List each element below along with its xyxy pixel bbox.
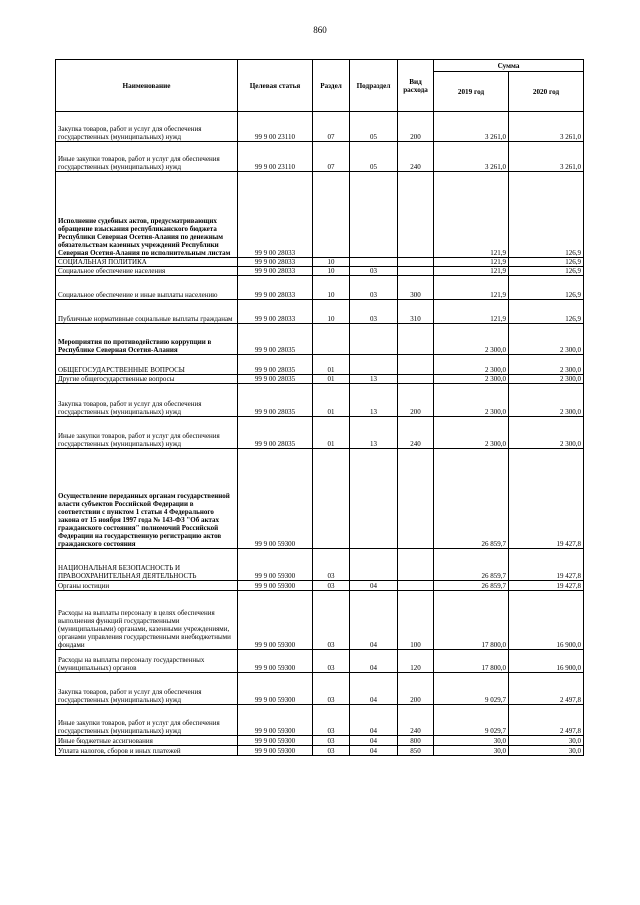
row-sum-2019-cell: 3 261,0 [434, 142, 509, 172]
row-target-article-cell: 99 9 00 59300 [238, 581, 313, 591]
row-subsection-cell [350, 172, 398, 258]
row-section-cell: 01 [313, 384, 350, 417]
row-section-cell: 01 [313, 417, 350, 449]
row-expense-type-cell: 120 [398, 650, 434, 673]
row-section-cell: 03 [313, 746, 350, 756]
row-name-cell: Иные закупки товаров, работ и услуг для обеспечения государственных (муниципальных) нужд [56, 417, 238, 449]
row-sum-2019-cell: 9 029,7 [434, 673, 509, 705]
row-name-cell: Расходы на выплаты персоналу в целях обеспечения выполнения функций государственными (муниципальными) органами, казенными учреждениями, органами управления государственными внебюджетными фондами [56, 591, 238, 650]
row-subsection-cell: 05 [350, 112, 398, 142]
row-sum-2019-cell: 2 300,0 [434, 324, 509, 355]
header-name: Наименование [56, 60, 238, 112]
row-target-article-cell: 99 9 00 59300 [238, 449, 313, 549]
row-subsection-cell: 04 [350, 746, 398, 756]
row-expense-type-cell [398, 258, 434, 267]
row-expense-type-cell [398, 375, 434, 384]
row-sum-2019-cell: 2 300,0 [434, 417, 509, 449]
budget-table [55, 59, 584, 756]
header-subsection: Подраздел [350, 60, 398, 112]
row-target-article-cell: 99 9 00 59300 [238, 650, 313, 673]
row-sum-2020-cell: 2 300,0 [509, 375, 584, 384]
row-sum-2020-cell: 3 261,0 [509, 112, 584, 142]
row-expense-type-cell [398, 172, 434, 258]
row-sum-2020-cell: 2 300,0 [509, 324, 584, 355]
row-section-cell: 10 [313, 267, 350, 276]
row-target-article-cell: 99 9 00 28033 [238, 267, 313, 276]
row-section-cell: 03 [313, 705, 350, 736]
row-target-article-cell: 99 9 00 28033 [238, 300, 313, 324]
row-name-cell: Иные закупки товаров, работ и услуг для обеспечения государственных (муниципальных) нужд [56, 142, 238, 172]
header-target-article: Целевая статья [238, 60, 313, 112]
row-expense-type-cell: 200 [398, 384, 434, 417]
row-section-cell [313, 172, 350, 258]
row-target-article-cell: 99 9 00 28033 [238, 172, 313, 258]
row-section-cell: 01 [313, 355, 350, 375]
row-section-cell: 10 [313, 300, 350, 324]
row-subsection-cell [350, 449, 398, 549]
row-sum-2020-cell: 126,9 [509, 267, 584, 276]
header-year-2020: 2020 год [509, 72, 584, 112]
table-body [56, 112, 584, 756]
row-target-article-cell: 99 9 00 28035 [238, 375, 313, 384]
row-expense-type-cell: 240 [398, 142, 434, 172]
table-row [56, 375, 584, 384]
row-target-article-cell: 99 9 00 59300 [238, 736, 313, 746]
row-sum-2019-cell: 121,9 [434, 276, 509, 300]
table-row [56, 324, 584, 355]
table-row [56, 172, 584, 258]
row-name-cell: Социальное обеспечение и иные выплаты населению [56, 276, 238, 300]
row-name-cell: Закупка товаров, работ и услуг для обеспечения государственных (муниципальных) нужд [56, 384, 238, 417]
row-sum-2020-cell: 19 427,8 [509, 581, 584, 591]
row-name-cell: ОБЩЕГОСУДАРСТВЕННЫЕ ВОПРОСЫ [56, 355, 238, 375]
row-section-cell [313, 324, 350, 355]
row-target-article-cell: 99 9 00 59300 [238, 705, 313, 736]
row-expense-type-cell: 100 [398, 591, 434, 650]
row-sum-2019-cell: 17 800,0 [434, 650, 509, 673]
table-row [56, 581, 584, 591]
row-sum-2020-cell: 126,9 [509, 172, 584, 258]
row-expense-type-cell: 300 [398, 276, 434, 300]
table-row [56, 300, 584, 324]
row-subsection-cell: 04 [350, 650, 398, 673]
row-name-cell: Закупка товаров, работ и услуг для обеспечения государственных (муниципальных) нужд [56, 673, 238, 705]
row-name-cell: Исполнение судебных актов, предусматривающих обращение взыскания республиканского бюджета Республики Северная Осетия-Алания по денежным обязательствам казенных учреждений Республики Северная Осетия-Алания по исполнительным листам [56, 172, 238, 258]
row-sum-2020-cell: 30,0 [509, 736, 584, 746]
table-row [56, 549, 584, 581]
table-row [56, 355, 584, 375]
row-section-cell: 10 [313, 276, 350, 300]
row-expense-type-cell [398, 324, 434, 355]
row-sum-2020-cell: 126,9 [509, 300, 584, 324]
header-year-2019: 2019 год [434, 72, 509, 112]
row-section-cell: 03 [313, 581, 350, 591]
row-sum-2020-cell: 16 900,0 [509, 650, 584, 673]
table-row [56, 276, 584, 300]
header-sum: Сумма [434, 60, 584, 72]
row-section-cell: 03 [313, 650, 350, 673]
row-name-cell: Мероприятия по противодействию коррупции в Республике Северная Осетия-Алания [56, 324, 238, 355]
row-target-article-cell: 99 9 00 59300 [238, 746, 313, 756]
row-subsection-cell: 04 [350, 673, 398, 705]
row-sum-2019-cell: 121,9 [434, 300, 509, 324]
row-section-cell: 03 [313, 736, 350, 746]
row-sum-2019-cell: 26 859,7 [434, 581, 509, 591]
row-sum-2019-cell: 2 300,0 [434, 355, 509, 375]
row-name-cell: Органы юстиции [56, 581, 238, 591]
table-row [56, 142, 584, 172]
row-section-cell: 07 [313, 112, 350, 142]
row-subsection-cell: 13 [350, 417, 398, 449]
row-section-cell [313, 449, 350, 549]
row-expense-type-cell: 850 [398, 746, 434, 756]
row-name-cell: Уплата налогов, сборов и иных платежей [56, 746, 238, 756]
row-sum-2020-cell: 19 427,8 [509, 449, 584, 549]
table-row [56, 650, 584, 673]
row-target-article-cell: 99 9 00 59300 [238, 673, 313, 705]
row-subsection-cell: 03 [350, 300, 398, 324]
header-section: Раздел [313, 60, 350, 112]
row-section-cell: 07 [313, 142, 350, 172]
row-target-article-cell: 99 9 00 28033 [238, 276, 313, 300]
row-name-cell: Осуществление переданных органам государственной власти субъектов Российской Федерации в соответствии с пунктом 1 статьи 4 Федерального закона от 15 ноября 1997 года № 143-ФЗ "Об актах гражданского состояния" полномочий Российской Федерации на государственную регистрацию актов гражданского состояния [56, 449, 238, 549]
row-sum-2019-cell: 26 859,7 [434, 549, 509, 581]
row-name-cell: Иные закупки товаров, работ и услуг для обеспечения государственных (муниципальных) нужд [56, 705, 238, 736]
row-section-cell: 03 [313, 549, 350, 581]
row-subsection-cell: 13 [350, 375, 398, 384]
row-subsection-cell: 13 [350, 384, 398, 417]
row-subsection-cell: 03 [350, 267, 398, 276]
table-row [56, 258, 584, 267]
row-name-cell: Закупка товаров, работ и услуг для обеспечения государственных (муниципальных) нужд [56, 112, 238, 142]
row-sum-2020-cell: 2 497,8 [509, 705, 584, 736]
row-expense-type-cell: 240 [398, 417, 434, 449]
row-sum-2019-cell: 3 261,0 [434, 112, 509, 142]
row-sum-2020-cell: 2 300,0 [509, 355, 584, 375]
row-target-article-cell: 99 9 00 23110 [238, 142, 313, 172]
table-row [56, 449, 584, 549]
row-name-cell: НАЦИОНАЛЬНАЯ БЕЗОПАСНОСТЬ И ПРАВООХРАНИТЕЛЬНАЯ ДЕЯТЕЛЬНОСТЬ [56, 549, 238, 581]
row-sum-2019-cell: 30,0 [434, 736, 509, 746]
page-number: 860 [313, 25, 327, 35]
row-subsection-cell [350, 324, 398, 355]
row-name-cell: Иные бюджетные ассигнования [56, 736, 238, 746]
row-expense-type-cell: 200 [398, 112, 434, 142]
row-name-cell: Социальное обеспечение населения [56, 267, 238, 276]
row-section-cell: 10 [313, 258, 350, 267]
row-sum-2019-cell: 121,9 [434, 172, 509, 258]
table-row [56, 417, 584, 449]
row-name-cell: СОЦИАЛЬНАЯ ПОЛИТИКА [56, 258, 238, 267]
row-name-cell: Другие общегосударственные вопросы [56, 375, 238, 384]
row-sum-2019-cell: 26 859,7 [434, 449, 509, 549]
row-sum-2020-cell: 2 300,0 [509, 384, 584, 417]
row-expense-type-cell: 310 [398, 300, 434, 324]
row-section-cell: 01 [313, 375, 350, 384]
table-row [56, 112, 584, 142]
row-name-cell: Публичные нормативные социальные выплаты гражданам [56, 300, 238, 324]
table-row [56, 591, 584, 650]
table-row [56, 267, 584, 276]
row-sum-2019-cell: 121,9 [434, 267, 509, 276]
row-expense-type-cell: 800 [398, 736, 434, 746]
row-sum-2020-cell: 16 900,0 [509, 591, 584, 650]
table-row [56, 736, 584, 746]
row-target-article-cell: 99 9 00 28035 [238, 417, 313, 449]
row-target-article-cell: 99 9 00 59300 [238, 549, 313, 581]
row-subsection-cell: 05 [350, 142, 398, 172]
row-expense-type-cell: 200 [398, 673, 434, 705]
row-target-article-cell: 99 9 00 59300 [238, 591, 313, 650]
table-row [56, 673, 584, 705]
row-sum-2020-cell: 3 261,0 [509, 142, 584, 172]
row-sum-2020-cell: 19 427,8 [509, 549, 584, 581]
row-target-article-cell: 99 9 00 28035 [238, 355, 313, 375]
row-target-article-cell: 99 9 00 28035 [238, 384, 313, 417]
row-subsection-cell: 04 [350, 591, 398, 650]
row-expense-type-cell [398, 549, 434, 581]
row-expense-type-cell [398, 449, 434, 549]
row-target-article-cell: 99 9 00 28033 [238, 258, 313, 267]
row-target-article-cell: 99 9 00 28035 [238, 324, 313, 355]
row-sum-2020-cell: 126,9 [509, 276, 584, 300]
table-row [56, 705, 584, 736]
row-name-cell: Расходы на выплаты персоналу государственных (муниципальных) органов [56, 650, 238, 673]
row-sum-2019-cell: 2 300,0 [434, 375, 509, 384]
row-sum-2020-cell: 2 300,0 [509, 417, 584, 449]
row-expense-type-cell [398, 581, 434, 591]
row-sum-2020-cell: 126,9 [509, 258, 584, 267]
row-expense-type-cell [398, 355, 434, 375]
row-sum-2019-cell: 2 300,0 [434, 384, 509, 417]
table-row [56, 746, 584, 756]
row-section-cell: 03 [313, 591, 350, 650]
table-row [56, 384, 584, 417]
table-header [56, 60, 584, 112]
row-sum-2019-cell: 9 029,7 [434, 705, 509, 736]
row-sum-2020-cell: 2 497,8 [509, 673, 584, 705]
row-subsection-cell: 04 [350, 581, 398, 591]
row-sum-2019-cell: 121,9 [434, 258, 509, 267]
row-subsection-cell: 04 [350, 736, 398, 746]
row-subsection-cell: 04 [350, 705, 398, 736]
row-expense-type-cell [398, 267, 434, 276]
row-subsection-cell [350, 549, 398, 581]
row-sum-2019-cell: 30,0 [434, 746, 509, 756]
row-target-article-cell: 99 9 00 23110 [238, 112, 313, 142]
row-sum-2019-cell: 17 800,0 [434, 591, 509, 650]
row-subsection-cell [350, 355, 398, 375]
row-expense-type-cell: 240 [398, 705, 434, 736]
row-sum-2020-cell: 30,0 [509, 746, 584, 756]
row-subsection-cell [350, 258, 398, 267]
header-expense-type: Вид расхода [398, 60, 434, 112]
row-subsection-cell: 03 [350, 276, 398, 300]
row-section-cell: 03 [313, 673, 350, 705]
